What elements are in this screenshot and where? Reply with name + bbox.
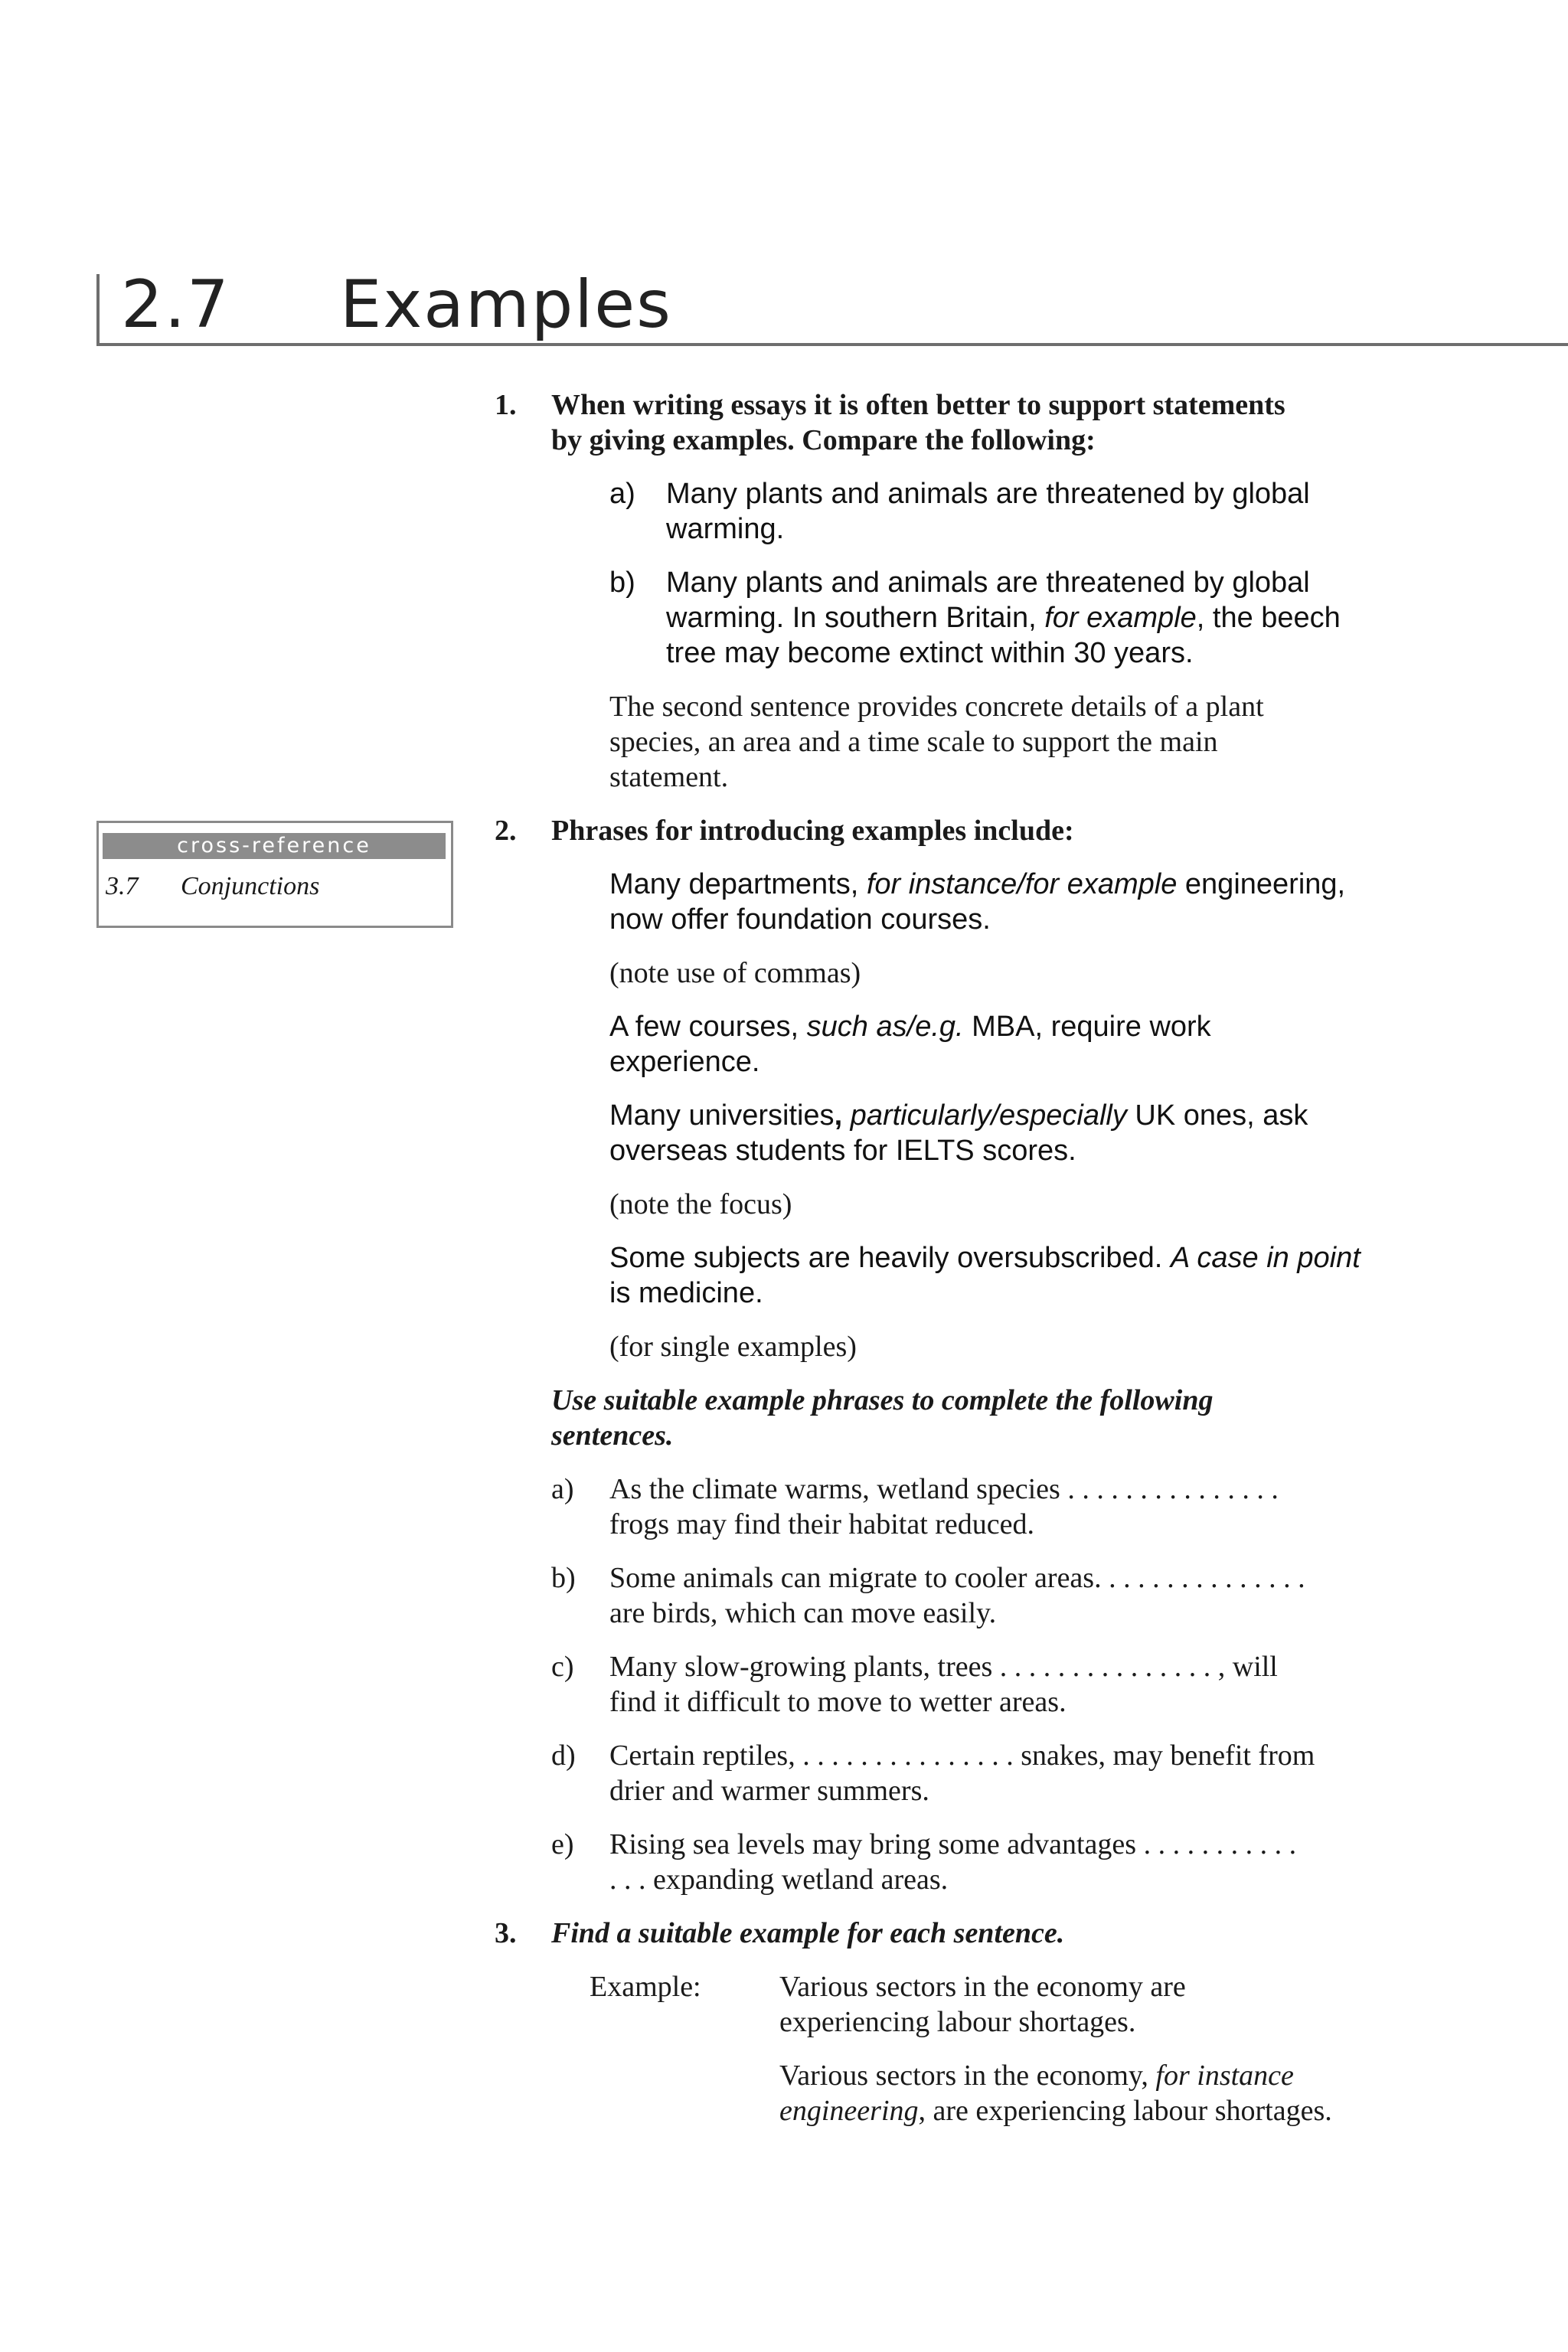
q1-b-line-2-end: , the beech bbox=[1196, 602, 1341, 634]
q2-ex3-end: UK ones, ask bbox=[1126, 1099, 1308, 1132]
q2-item-label: e) bbox=[551, 1828, 574, 1860]
q2-ex1-end: engineering, bbox=[1177, 868, 1346, 900]
q2-number: 2. bbox=[495, 815, 517, 847]
q2-ex3-emphasis: particularly/especially bbox=[842, 1099, 1127, 1132]
q2-prompt: Phrases for introducing examples include: bbox=[551, 815, 1074, 847]
q3-revised-line-1 bbox=[779, 2058, 1468, 2093]
q2-example-4-line-1 bbox=[609, 1240, 1498, 1276]
section-number: 2.7 bbox=[121, 266, 230, 343]
q1-b-line-1: Many plants and animals are threatened by global bbox=[666, 567, 1310, 599]
q3-revised-start: Various sectors in the economy, bbox=[779, 2060, 1156, 2092]
q2-ex3-comma: , bbox=[834, 1099, 843, 1132]
cross-reference-label: cross-reference bbox=[103, 833, 446, 859]
q2-item-line-1: As the climate warms, wetland species . . . . . . . . . . . . . . . bbox=[609, 1473, 1279, 1505]
q3-prompt: Find a suitable example for each sentence. bbox=[551, 1917, 1065, 1949]
q2-ex3-start: Many universities bbox=[609, 1099, 835, 1132]
q2-item-line-1: Certain reptiles, . . . . . . . . . . . . . . . snakes, may benefit from bbox=[609, 1740, 1315, 1772]
cross-reference-title: Conjunctions bbox=[181, 872, 320, 900]
q3-revised-emphasis-2: engineering bbox=[779, 2095, 919, 2127]
section-header-rule bbox=[96, 343, 1568, 346]
q1-b-line-3: tree may become extinct within 30 years. bbox=[666, 637, 1194, 669]
q1-b-line-2 bbox=[666, 600, 1554, 635]
q3-revised-emphasis-1: for instance bbox=[1155, 2060, 1294, 2092]
q1-a-line-2: warming. bbox=[666, 513, 785, 545]
q2-ex2-start: A few courses, bbox=[609, 1011, 807, 1043]
q2-example-4-line-2: is medicine. bbox=[609, 1277, 763, 1309]
q2-example-2-line-2: experience. bbox=[609, 1046, 760, 1078]
q2-example-3-line-1 bbox=[609, 1098, 1498, 1133]
q2-item-label: b) bbox=[551, 1562, 576, 1594]
section-title: Examples bbox=[340, 266, 672, 343]
q3-example-label: Example: bbox=[590, 1971, 701, 2003]
q2-item-line-2: drier and warmer summers. bbox=[609, 1775, 929, 1807]
q2-item-label: a) bbox=[551, 1473, 574, 1505]
q2-item-line-1: Many slow-growing plants, trees . . . . . . . . . . . . . . . , will bbox=[609, 1651, 1278, 1683]
section-header-bar bbox=[96, 274, 100, 345]
q2-item-line-1: Some animals can migrate to cooler areas. . . . . . . . . . . . . . . bbox=[609, 1562, 1305, 1594]
q1-b-emphasis: for example bbox=[1044, 602, 1197, 634]
q1-explanation-line-2: species, an area and a time scale to support the main bbox=[609, 726, 1218, 758]
q1-b-line-2-start: warming. In southern Britain, bbox=[666, 602, 1045, 634]
q2-example-1-line-2: now offer foundation courses. bbox=[609, 903, 991, 936]
q2-item-label: d) bbox=[551, 1740, 576, 1772]
q2-note-3: (for single examples) bbox=[609, 1331, 857, 1363]
q2-item-line-2: find it difficult to move to wetter areas. bbox=[609, 1686, 1067, 1718]
q2-example-1-line-1 bbox=[609, 867, 1498, 902]
cross-reference-number: 3.7 bbox=[106, 872, 139, 900]
q2-item-line-1: Rising sea levels may bring some advantages . . . . . . . . . . . bbox=[609, 1828, 1297, 1860]
q3-original-line-1: Various sectors in the economy are bbox=[779, 1971, 1186, 2003]
q2-note-2: (note the focus) bbox=[609, 1188, 792, 1220]
q2-item-line-2: frogs may find their habitat reduced. bbox=[609, 1508, 1035, 1540]
q2-instruction-line-2: sentences. bbox=[551, 1419, 674, 1452]
q3-revised-end: , are experiencing labour shortages. bbox=[918, 2095, 1332, 2127]
q2-ex1-emphasis: for instance/for example bbox=[866, 868, 1178, 900]
q2-item-label: c) bbox=[551, 1651, 574, 1683]
q2-item-line-2: . . . expanding wetland areas. bbox=[609, 1864, 949, 1896]
q1-explanation-line-3: statement. bbox=[609, 761, 729, 793]
q2-ex1-start: Many departments, bbox=[609, 868, 867, 900]
q3-number: 3. bbox=[495, 1917, 517, 1949]
q2-ex4-emphasis: A case in point bbox=[1170, 1242, 1361, 1274]
q2-item-line-2: are birds, which can move easily. bbox=[609, 1597, 997, 1629]
q1-number: 1. bbox=[495, 389, 517, 421]
q3-original-line-2: experiencing labour shortages. bbox=[779, 2006, 1136, 2038]
q2-example-3-line-2: overseas students for IELTS scores. bbox=[609, 1135, 1076, 1167]
q1-a-label: a) bbox=[609, 478, 635, 510]
q1-a-line-1: Many plants and animals are threatened by global bbox=[666, 478, 1310, 510]
q1-explanation-line-1: The second sentence provides concrete details of a plant bbox=[609, 691, 1264, 723]
q2-ex2-end: MBA, require work bbox=[963, 1011, 1211, 1043]
q2-note-1: (note use of commas) bbox=[609, 957, 861, 989]
q3-revised-line-2 bbox=[779, 2093, 1468, 2128]
q2-instruction-line-1: Use suitable example phrases to complete the following bbox=[551, 1384, 1214, 1416]
q2-example-2-line-1 bbox=[609, 1009, 1498, 1044]
q2-ex4-start: Some subjects are heavily oversubscribed. bbox=[609, 1242, 1171, 1274]
q1-prompt-line-2: by giving examples. Compare the following: bbox=[551, 424, 1096, 456]
q1-prompt-line-1: When writing essays it is often better to support statements bbox=[551, 389, 1285, 421]
q1-b-label: b) bbox=[609, 567, 635, 599]
q2-ex2-emphasis: such as/e.g. bbox=[806, 1011, 964, 1043]
